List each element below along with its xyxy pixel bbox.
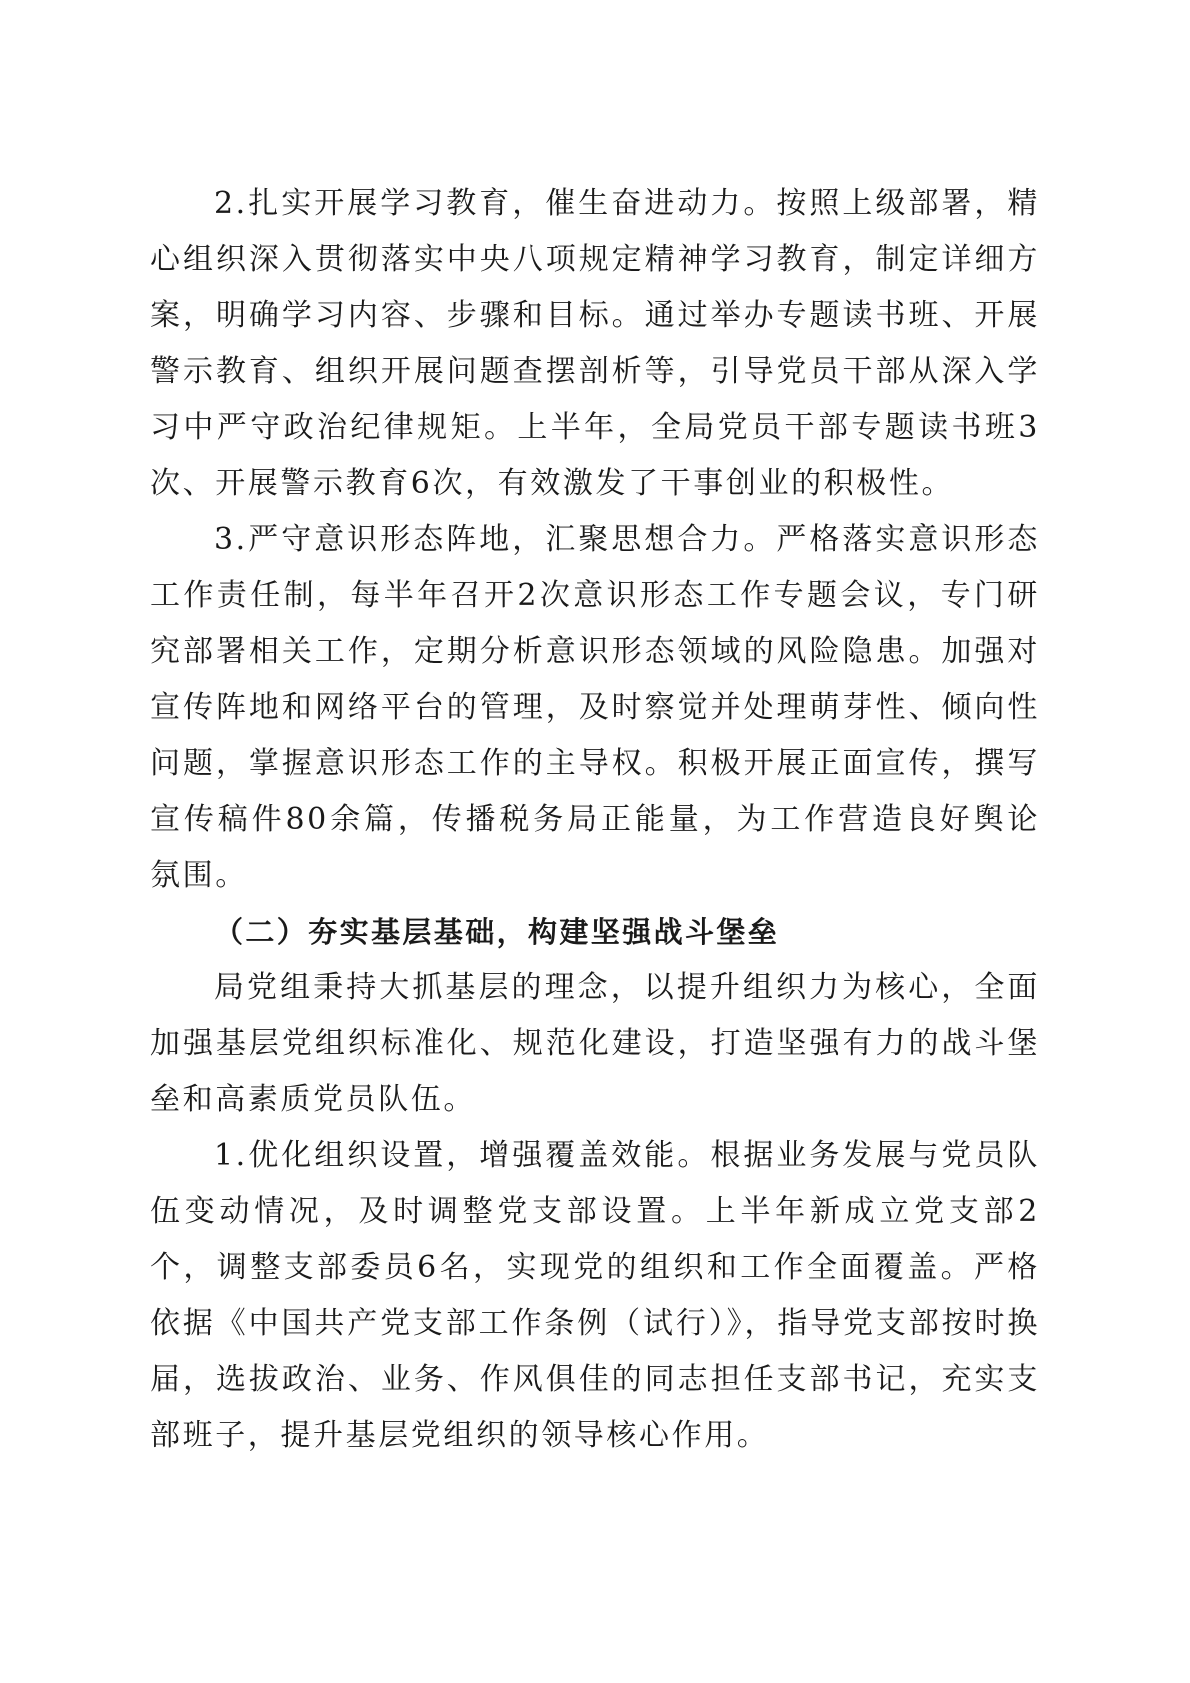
paragraph-organization-setup: 1.优化组织设置，增强覆盖效能。根据业务发展与党员队伍变动情况，及时调整党支部设置。上半年新成立党支部2个，调整支部委员6名，实现党的组织和工作全面覆盖。严格依据《中国共产党支部工作条例（试行）》，指导党支部按时换届，选拔政治、业务、作风俱佳的同志担任支部书记，充实支部班子，提升基层党组织的领导核心作用。 [150,1138,1040,1453]
paragraph-ideology-position: 3.严守意识形态阵地，汇聚思想合力。严格落实意识形态工作责任制，每半年召开2次意识形态工作专题会议，专门研究部署相关工作，定期分析意识形态领域的风险隐患。加强对宣传阵地和网络平台的管理，及时察觉并处理萌芽性、倾向性问题，掌握意识形态工作的主导权。积极开展正面宣传，撰写宣传稿件80余篇，传播税务局正能量，为工作营造良好舆论氛围。 [150,522,1040,893]
paragraph-grassroots-intro: 局党组秉持大抓基层的理念，以提升组织力为核心，全面加强基层党组织标准化、规范化建设，打造坚强有力的战斗堡垒和高素质党员队伍。 [150,970,1040,1117]
section-heading-grassroots: （二）夯实基层基础，构建坚强战斗堡垒 [214,915,780,949]
paragraph-study-education: 2.扎实开展学习教育，催生奋进动力。按照上级部署，精心组织深入贯彻落实中央八项规定精神学习教育，制定详细方案，明确学习内容、步骤和目标。通过举办专题读书班、开展警示教育、组织开展问题查摆剖析等，引导党员干部从深入学习中严守政治纪律规矩。上半年，全局党员干部专题读书班3次、开展警示教育6次，有效激发了干事创业的积极性。 [150,186,1040,501]
document-body [150,176,1040,1464]
